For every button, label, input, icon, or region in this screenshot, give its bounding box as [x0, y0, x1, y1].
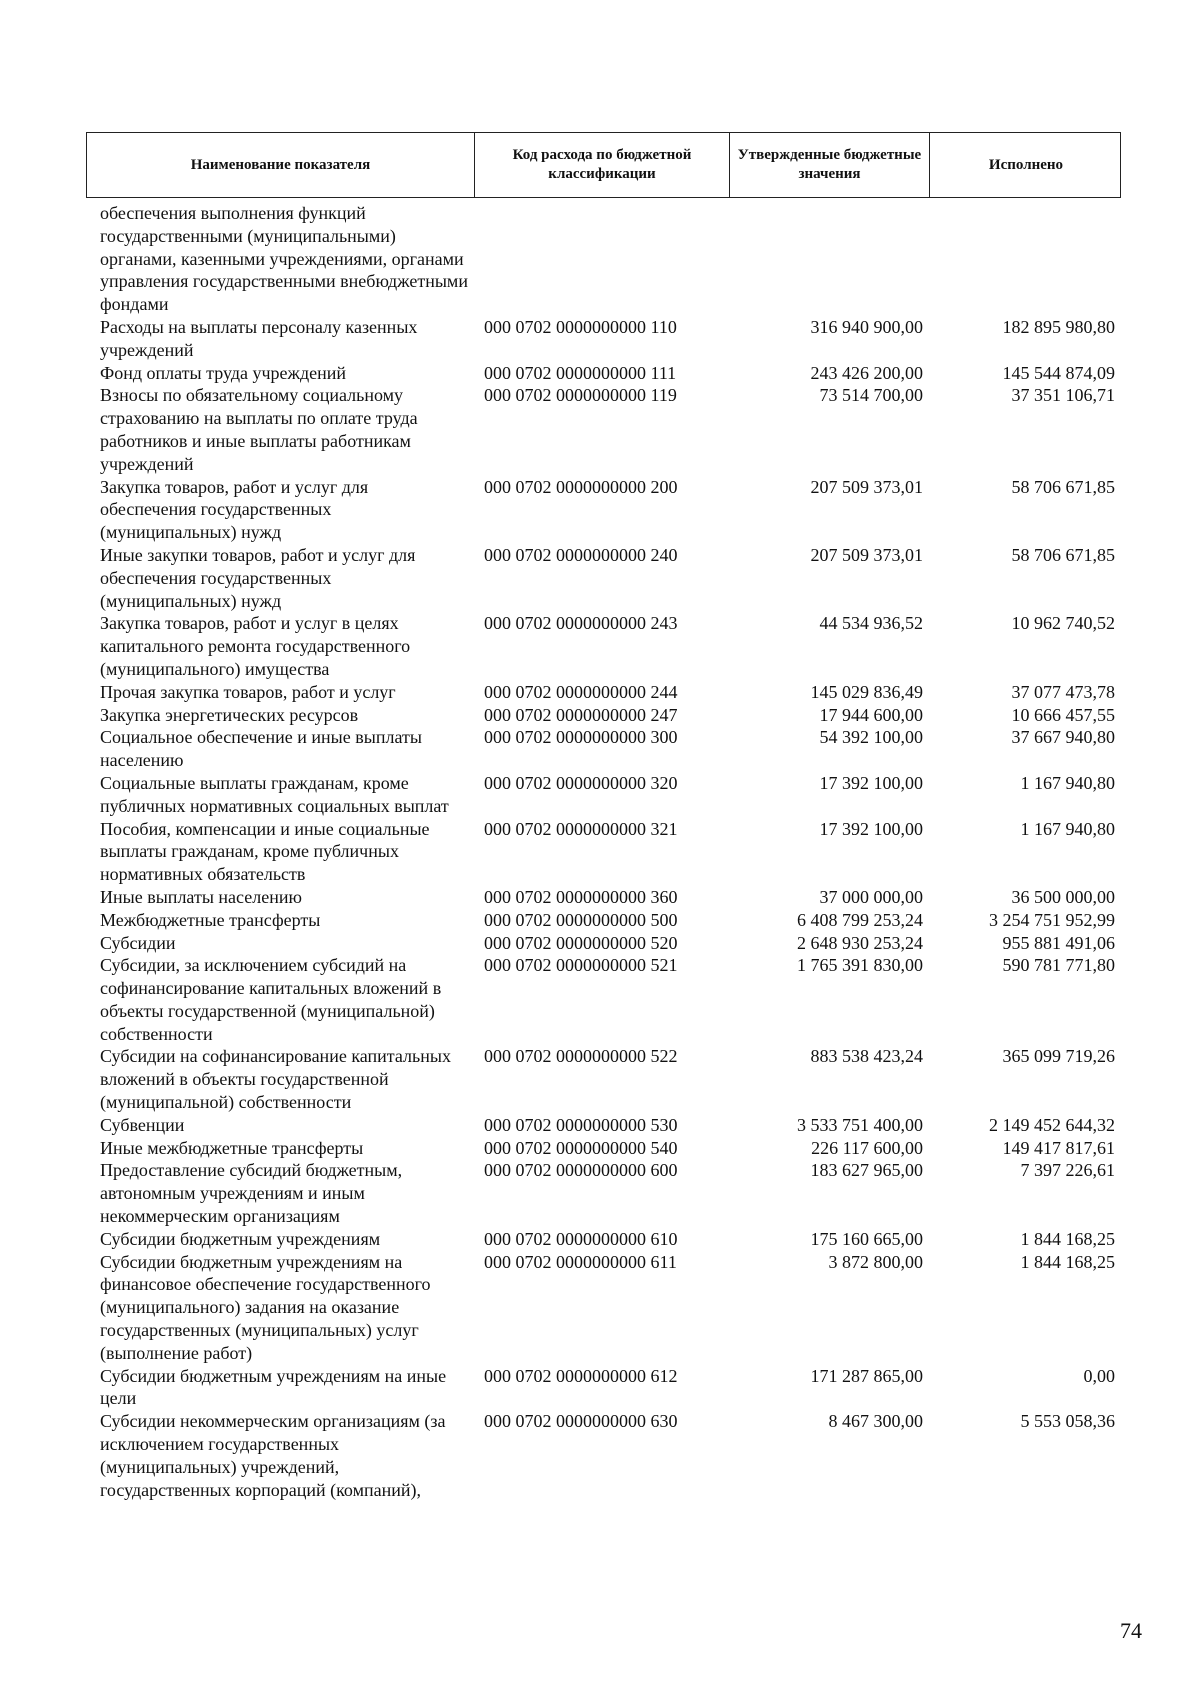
- row-executed: 37 667 940,80: [1011, 727, 1115, 748]
- header-name: Наименование показателя: [87, 133, 475, 197]
- row-approved: 207 509 373,01: [810, 476, 923, 497]
- table-row: [86, 1365, 1121, 1411]
- row-approved: 6 408 799 253,24: [797, 909, 923, 930]
- row-code: 000 0702 0000000000 522: [484, 1046, 678, 1067]
- row-code: 000 0702 0000000000 360: [484, 886, 678, 907]
- table-row: [86, 818, 1121, 886]
- row-code: 000 0702 0000000000 320: [484, 772, 678, 793]
- table-row: [86, 1228, 1121, 1251]
- row-code: [474, 202, 729, 316]
- table-header: [86, 132, 1121, 198]
- row-code: 000 0702 0000000000 630: [484, 1411, 678, 1432]
- row-code: 000 0702 0000000000 110: [484, 316, 677, 337]
- row-code: 000 0702 0000000000 240: [484, 544, 678, 565]
- row-approved: 3 872 800,00: [828, 1251, 923, 1272]
- row-code: 000 0702 0000000000 600: [484, 1160, 678, 1181]
- row-name: Взносы по обязательному социальному страхованию на выплаты по оплате труда работников и иные выплаты работникам учреждений: [100, 385, 418, 474]
- row-approved: [729, 202, 929, 316]
- row-name: Прочая закупка товаров, работ и услуг: [100, 681, 396, 702]
- row-code: 000 0702 0000000000 610: [484, 1228, 678, 1249]
- row-approved: 243 426 200,00: [810, 362, 923, 383]
- row-code: 000 0702 0000000000 500: [484, 909, 678, 930]
- header-executed: Исполнено: [988, 156, 1064, 173]
- row-approved: 17 944 600,00: [819, 704, 923, 725]
- row-code: 000 0702 0000000000 300: [484, 727, 678, 748]
- row-executed: 58 706 671,85: [1011, 544, 1115, 565]
- row-name: Межбюджетные трансферты: [100, 909, 321, 930]
- row-executed: 10 962 740,52: [1011, 613, 1115, 634]
- table-row: [86, 932, 1121, 955]
- row-executed: 58 706 671,85: [1011, 476, 1115, 497]
- row-executed: 365 099 719,26: [1002, 1046, 1115, 1067]
- header-code: Код расхода по бюджетной классификации: [475, 133, 730, 197]
- table-row: [86, 1114, 1121, 1137]
- row-code: 000 0702 0000000000 520: [484, 932, 678, 953]
- table-row: [86, 772, 1121, 818]
- row-code: 000 0702 0000000000 612: [484, 1365, 678, 1386]
- table-row: [86, 886, 1121, 909]
- row-executed: 37 351 106,71: [1011, 385, 1115, 406]
- row-executed: 1 167 940,80: [1020, 772, 1115, 793]
- row-name: Закупка товаров, работ и услуг в целях капитального ремонта государственного (муниципального) имущества: [100, 613, 411, 679]
- table-row: [86, 384, 1121, 475]
- row-name: Субсидии: [100, 932, 176, 953]
- table-row: [86, 1251, 1121, 1365]
- row-executed: 590 781 771,80: [1002, 955, 1115, 976]
- row-approved: 183 627 965,00: [810, 1160, 923, 1181]
- row-approved: 54 392 100,00: [819, 727, 923, 748]
- row-code: 000 0702 0000000000 200: [484, 476, 678, 497]
- row-code: 000 0702 0000000000 247: [484, 704, 678, 725]
- row-name: Иные выплаты населению: [100, 886, 302, 907]
- row-approved: 171 287 865,00: [810, 1365, 923, 1386]
- row-executed: 149 417 817,61: [1002, 1137, 1115, 1158]
- row-approved: 17 392 100,00: [819, 772, 923, 793]
- table-body: [86, 202, 1121, 1501]
- table-row: [86, 362, 1121, 385]
- table-row: [86, 1410, 1121, 1501]
- row-code: 000 0702 0000000000 244: [484, 681, 678, 702]
- table-row: [86, 476, 1121, 544]
- row-approved: 8 467 300,00: [828, 1411, 923, 1432]
- row-name: Субсидии бюджетным учреждениям на иные цели: [100, 1365, 447, 1409]
- row-name: Социальные выплаты гражданам, кроме публичных нормативных социальных выплат: [100, 772, 449, 816]
- table-row: [86, 726, 1121, 772]
- table-row: [86, 316, 1121, 362]
- row-name: Социальное обеспечение и иные выплаты населению: [100, 727, 422, 771]
- row-code: 000 0702 0000000000 530: [484, 1114, 678, 1135]
- row-executed: 2 149 452 644,32: [989, 1114, 1115, 1135]
- table-row: [86, 704, 1121, 727]
- row-approved: 226 117 600,00: [811, 1137, 923, 1158]
- row-approved: 316 940 900,00: [810, 316, 923, 337]
- row-code: 000 0702 0000000000 111: [484, 362, 677, 383]
- table-row: [86, 681, 1121, 704]
- row-executed: 1 844 168,25: [1020, 1228, 1115, 1249]
- row-name: Субсидии, за исключением субсидий на софинансирование капитальных вложений в объекты государственной (муниципальной) собственности: [100, 955, 442, 1044]
- row-name: Предоставление субсидий бюджетным, автономным учреждениям и иным некоммерческим организациям: [100, 1160, 403, 1227]
- row-code: 000 0702 0000000000 521: [484, 955, 678, 976]
- row-name: Фонд оплаты труда учреждений: [100, 362, 346, 383]
- table-row: [86, 954, 1121, 1045]
- row-executed: 3 254 751 952,99: [989, 909, 1115, 930]
- table-row: [86, 1137, 1121, 1160]
- row-name: обеспечения выполнения функций государственными (муниципальными) органами, казенными учреждениями, органами управления государственными внебюджетными фондами: [100, 203, 468, 315]
- table-row: [86, 202, 1121, 316]
- row-executed: 1 844 168,25: [1020, 1251, 1115, 1272]
- row-name: Иные межбюджетные трансферты: [100, 1137, 364, 1158]
- row-name: Закупка энергетических ресурсов: [100, 704, 359, 725]
- row-executed: 37 077 473,78: [1011, 681, 1115, 702]
- row-approved: 883 538 423,24: [810, 1046, 923, 1067]
- row-name: Пособия, компенсации и иные социальные выплаты гражданам, кроме публичных нормативных обязательств: [100, 818, 430, 885]
- row-code: 000 0702 0000000000 321: [484, 818, 678, 839]
- table-row: [86, 1159, 1121, 1227]
- row-code: 000 0702 0000000000 119: [484, 385, 677, 406]
- row-name: Субвенции: [100, 1114, 185, 1135]
- row-executed: 145 544 874,09: [1002, 362, 1115, 383]
- row-approved: 17 392 100,00: [819, 818, 923, 839]
- row-approved: 3 533 751 400,00: [797, 1114, 923, 1135]
- row-executed: 1 167 940,80: [1020, 818, 1115, 839]
- row-executed: [929, 202, 1121, 316]
- row-name: Субсидии бюджетным учреждениям: [100, 1228, 381, 1249]
- row-code: 000 0702 0000000000 611: [484, 1251, 677, 1272]
- row-code: 000 0702 0000000000 540: [484, 1137, 678, 1158]
- row-approved: 145 029 836,49: [810, 681, 923, 702]
- page-number: 74: [1120, 1618, 1142, 1643]
- row-executed: 36 500 000,00: [1011, 886, 1115, 907]
- row-name: Расходы на выплаты персоналу казенных учреждений: [100, 316, 418, 360]
- table-row: [86, 612, 1121, 680]
- row-name: Субсидии бюджетным учреждениям на финансовое обеспечение государственного (муниципального) задания на оказание государственных (муниципальных) услуг (выполнение работ): [100, 1251, 431, 1363]
- row-approved: 73 514 700,00: [819, 385, 923, 406]
- row-executed: 7 397 226,61: [1020, 1160, 1115, 1181]
- header-approved: Утвержденные бюджетные значения: [730, 133, 930, 197]
- table-row: [86, 544, 1121, 612]
- row-name: Иные закупки товаров, работ и услуг для обеспечения государственных (муниципальных) нужд: [100, 544, 416, 611]
- row-executed: 0,00: [1083, 1365, 1115, 1386]
- row-approved: 175 160 665,00: [810, 1228, 923, 1249]
- row-name: Субсидии некоммерческим организациям (за исключением государственных (муниципальных) учреждений, государственных корпораций (компаний),: [100, 1411, 446, 1500]
- row-executed: 955 881 491,06: [1002, 932, 1115, 953]
- row-approved: 207 509 373,01: [810, 544, 923, 565]
- row-approved: 1 765 391 830,00: [797, 955, 923, 976]
- table-row: [86, 909, 1121, 932]
- table-row: [86, 1045, 1121, 1113]
- row-name: Закупка товаров, работ и услуг для обеспечения государственных (муниципальных) нужд: [100, 476, 369, 543]
- row-approved: 44 534 936,52: [819, 613, 923, 634]
- row-executed: 182 895 980,80: [1002, 316, 1115, 337]
- row-executed: 10 666 457,55: [1011, 704, 1115, 725]
- row-code: 000 0702 0000000000 243: [484, 613, 678, 634]
- row-approved: 37 000 000,00: [819, 886, 923, 907]
- row-executed: 5 553 058,36: [1020, 1411, 1115, 1432]
- row-name: Субсидии на софинансирование капитальных вложений в объекты государственной (муниципальной) собственности: [100, 1046, 451, 1113]
- row-approved: 2 648 930 253,24: [797, 932, 923, 953]
